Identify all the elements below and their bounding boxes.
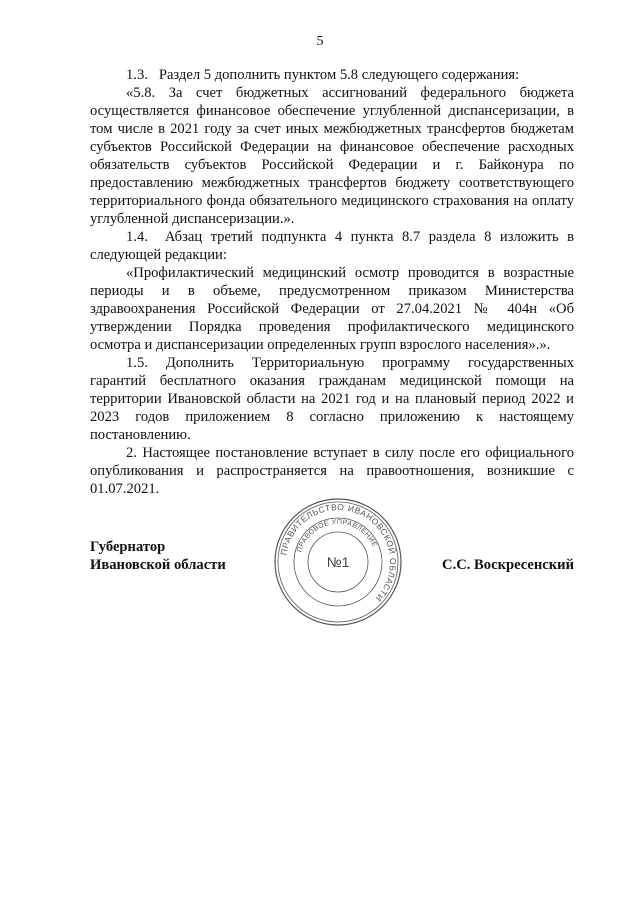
paragraph-2: 2. Настоящее постановление вступает в силу после его официального опубликования и распространяется на правоотношения, возникшие с 01.07.2021.	[90, 445, 574, 497]
signatory-position-line1: Губернатор	[90, 539, 166, 555]
seal-inner-text: ПРАВОВОЕ УПРАВЛЕНИЕ	[296, 518, 378, 554]
paragraph-1-4: 1.4. Абзац третий подпункта 4 пункта 8.7 раздела 8 изложить в следующей редакции:	[90, 229, 574, 263]
signatory-position-line2: Ивановской области	[90, 557, 226, 573]
paragraph-5-8-quote: «5.8. За счет бюджетных ассигнований федерального бюджета осуществляется финансовое обеспечение углубленной диспансеризации, в том числе в 2021 году за счет иных межбюджетных трансфертов бюджетам субъектов Российской Федерации на финансовое обеспечение расходных обязательств субъектов Российской Федерации и г. Байконура по предоставлению межбюджетных трансфертов бюджету соответствующего территориального фонда обязательного медицинского страхования на оплату углубленной диспансеризации.».	[90, 85, 574, 227]
paragraph-quote-checkup: «Профилактический медицинский осмотр проводится в возрастные периоды и в объеме, предусмотренном приказом Министерства здравоохранения Российской Федерации от 27.04.2021 № 404н «Об утверждении Порядка проведения профилактического медицинского осмотра и диспансеризации определенных групп взрослого населения».».	[90, 265, 574, 353]
seal-number: №1	[326, 554, 350, 570]
signatory-position	[90, 538, 226, 574]
page-number: 5	[316, 34, 324, 49]
document-body	[90, 66, 574, 498]
paragraph-1-5: 1.5. Дополнить Территориальную программу государственных гарантий бесплатного оказания гражданам медицинской помощи на территории Ивановской области на 2021 год и на плановый период 2022 и 2023 годов приложением 8 согласно приложению к настоящему постановлению.	[90, 355, 574, 443]
seal-outer-text: ПРАВИТЕЛЬСТВО ИВАНОВСКОЙ ОБЛАСТИ	[278, 501, 399, 604]
paragraph-1-3: 1.3. Раздел 5 дополнить пунктом 5.8 следующего содержания:	[126, 67, 520, 83]
official-seal	[272, 496, 404, 628]
svg-text:ПРАВИТЕЛЬСТВО ИВАНОВСКОЙ ОБЛАС	[278, 502, 398, 604]
svg-text:ПРАВОВОЕ УПРАВЛЕНИЕ	[296, 519, 377, 553]
signatory-name: С.С. Воскресенский	[442, 557, 574, 573]
